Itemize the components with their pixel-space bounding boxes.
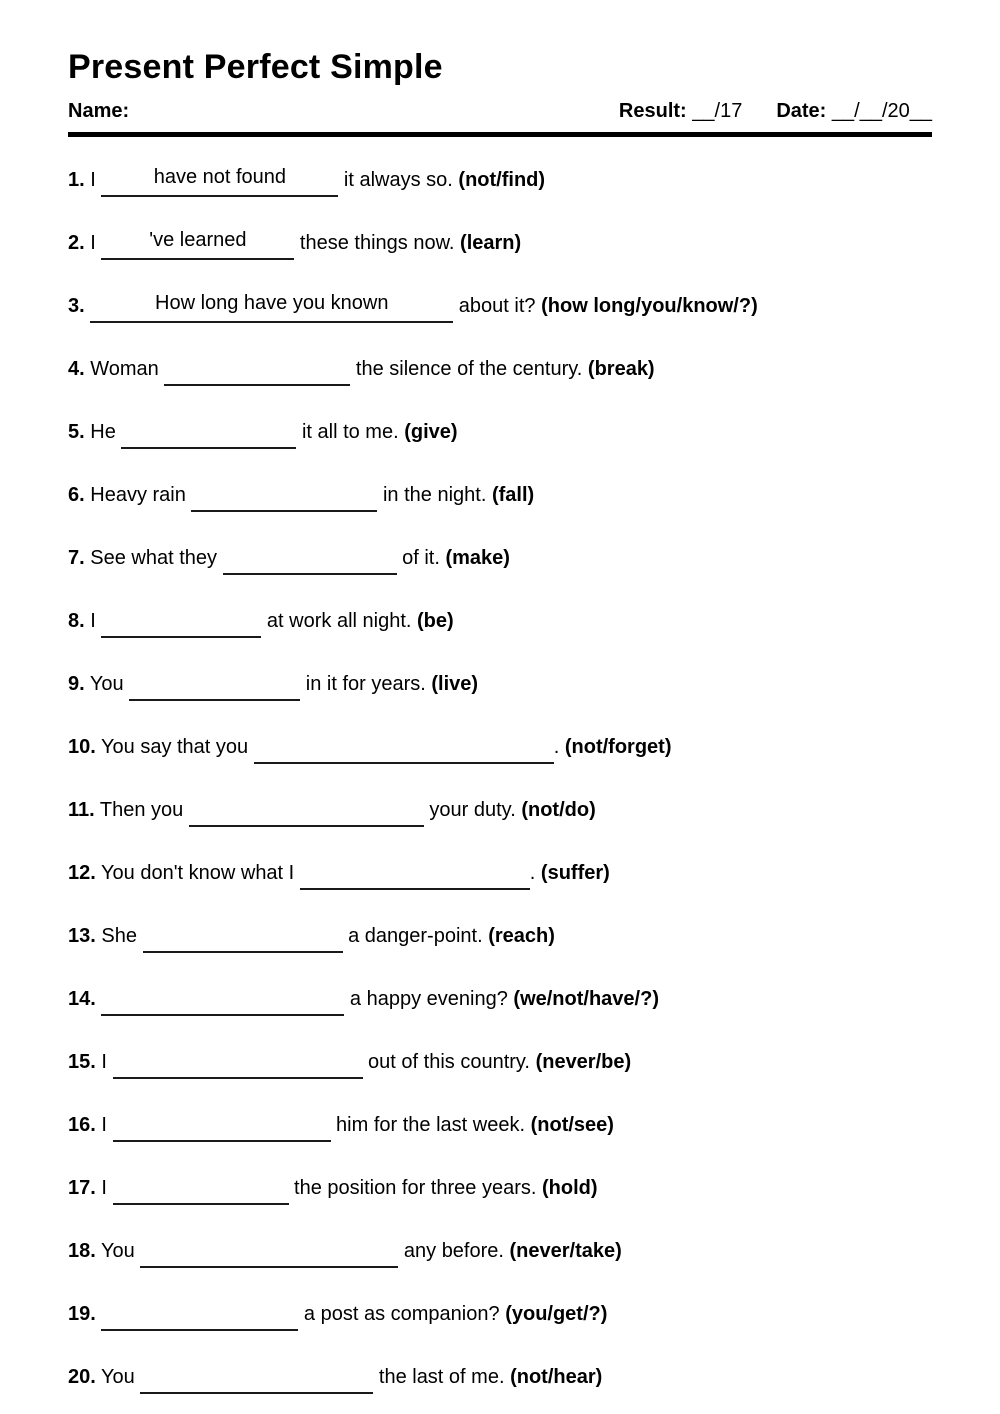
exercise-item-13 xyxy=(68,923,932,953)
item-post-text: him for the last week. xyxy=(330,1114,526,1136)
exercise-item-9 xyxy=(68,671,932,701)
item-post-text: out of this country. xyxy=(362,1051,530,1073)
item-number: 12. xyxy=(68,862,96,884)
exercise-item-16 xyxy=(68,1112,932,1142)
item-number: 16. xyxy=(68,1114,96,1136)
verb-hint: (fall) xyxy=(491,484,535,506)
item-pre-text: I xyxy=(101,1177,107,1199)
exercise-list xyxy=(68,167,932,1394)
item-number: 18. xyxy=(68,1240,96,1262)
item-post-text: any before. xyxy=(398,1240,504,1262)
item-pre-text: She xyxy=(101,925,137,947)
fill-blank[interactable] xyxy=(223,547,397,575)
blank-answer: have not found xyxy=(153,166,287,188)
fill-blank[interactable] xyxy=(101,610,261,638)
exercise-item-10 xyxy=(68,734,932,764)
item-post-text: a post as companion? xyxy=(298,1303,500,1325)
item-number: 3. xyxy=(68,295,85,317)
exercise-item-19 xyxy=(68,1301,932,1331)
fill-blank[interactable] xyxy=(140,1366,373,1394)
item-post-text: . xyxy=(529,862,536,884)
item-number: 2. xyxy=(68,232,85,254)
exercise-item-4 xyxy=(68,356,932,386)
result-field xyxy=(619,99,742,123)
fill-blank[interactable] xyxy=(300,862,530,890)
page-title: Present Perfect Simple xyxy=(68,48,443,86)
item-pre-text: Then you xyxy=(99,799,184,821)
item-number: 15. xyxy=(68,1051,96,1073)
item-post-text: the position for three years. xyxy=(288,1177,537,1199)
header-right xyxy=(619,99,932,123)
exercise-item-1 xyxy=(68,167,932,197)
fill-blank[interactable] xyxy=(113,1177,289,1205)
date-label: Date: xyxy=(776,100,827,122)
item-post-text: in the night. xyxy=(377,484,487,506)
verb-hint: (not/do) xyxy=(521,799,596,821)
exercise-item-3 xyxy=(68,293,932,323)
verb-hint: (live) xyxy=(431,673,479,695)
verb-hint: (never/be) xyxy=(535,1051,632,1073)
item-pre-text: I xyxy=(90,169,96,191)
result-value: __/17 xyxy=(686,100,743,122)
item-post-text: the silence of the century. xyxy=(350,358,583,380)
item-post-text: these things now. xyxy=(294,232,455,254)
item-number: 20. xyxy=(68,1366,96,1388)
item-pre-text: Heavy rain xyxy=(90,484,186,506)
verb-hint: (break) xyxy=(587,358,655,380)
item-number: 5. xyxy=(68,421,85,443)
verb-hint: (never/take) xyxy=(509,1240,622,1262)
item-post-text: of it. xyxy=(396,547,440,569)
fill-blank[interactable] xyxy=(129,673,300,701)
item-post-text: it always so. xyxy=(338,169,453,191)
item-number: 1. xyxy=(68,169,85,191)
fill-blank[interactable] xyxy=(189,799,424,827)
verb-hint: (not/find) xyxy=(458,169,546,191)
item-pre-text: You xyxy=(101,1366,135,1388)
exercise-item-17 xyxy=(68,1175,932,1205)
date-field xyxy=(776,99,932,123)
item-post-text: it all to me. xyxy=(296,421,399,443)
fill-blank[interactable] xyxy=(113,1051,363,1079)
exercise-item-2 xyxy=(68,230,932,260)
item-post-text: about it? xyxy=(453,295,536,317)
item-number: 13. xyxy=(68,925,96,947)
verb-hint: (give) xyxy=(404,421,458,443)
verb-hint: (you/get/?) xyxy=(505,1303,608,1325)
item-pre-text: He xyxy=(90,421,116,443)
fill-blank[interactable] xyxy=(101,988,344,1016)
fill-blank[interactable] xyxy=(121,421,296,449)
verb-hint: (learn) xyxy=(460,232,522,254)
header-rule xyxy=(68,132,932,137)
blank-answer: How long have you known xyxy=(155,292,389,314)
item-number: 4. xyxy=(68,358,85,380)
result-label: Result: xyxy=(618,100,687,122)
item-pre-text: You xyxy=(101,1240,135,1262)
item-post-text: your duty. xyxy=(423,799,516,821)
item-pre-text: I xyxy=(90,610,96,632)
item-pre-text: I xyxy=(101,1114,107,1136)
verb-hint: (make) xyxy=(445,547,510,569)
exercise-item-12 xyxy=(68,860,932,890)
item-number: 14. xyxy=(68,988,96,1010)
verb-hint: (not/forget) xyxy=(564,736,672,758)
item-post-text: at work all night. xyxy=(261,610,412,632)
item-pre-text: You say that you xyxy=(101,736,249,758)
item-pre-text: I xyxy=(90,232,96,254)
fill-blank[interactable] xyxy=(113,1114,331,1142)
fill-blank[interactable] xyxy=(101,1303,298,1331)
verb-hint: (we/not/have/?) xyxy=(513,988,659,1010)
item-number: 8. xyxy=(68,610,85,632)
name-label: Name: xyxy=(68,100,130,122)
verb-hint: (suffer) xyxy=(540,862,610,884)
date-value: __/__/20__ xyxy=(826,100,932,122)
exercise-item-5 xyxy=(68,419,932,449)
verb-hint: (not/see) xyxy=(530,1114,614,1136)
item-post-text: . xyxy=(553,736,560,758)
fill-blank[interactable] xyxy=(143,925,343,953)
item-number: 11. xyxy=(68,799,95,821)
fill-blank[interactable] xyxy=(164,358,350,386)
item-pre-text: I xyxy=(101,1051,107,1073)
verb-hint: (be) xyxy=(417,610,454,632)
fill-blank[interactable] xyxy=(101,229,294,260)
item-pre-text: You don't know what I xyxy=(101,862,295,884)
item-post-text: in it for years. xyxy=(300,673,426,695)
blank-answer: 've learned xyxy=(149,229,247,251)
verb-hint: (hold) xyxy=(541,1177,598,1199)
exercise-item-15 xyxy=(68,1049,932,1079)
verb-hint: (how long/you/know/?) xyxy=(541,295,758,317)
item-number: 19. xyxy=(68,1303,96,1325)
item-number: 6. xyxy=(68,484,85,506)
item-number: 9. xyxy=(68,673,85,695)
exercise-item-14 xyxy=(68,986,932,1016)
exercise-item-6 xyxy=(68,482,932,512)
exercise-item-18 xyxy=(68,1238,932,1268)
verb-hint: (reach) xyxy=(488,925,555,947)
item-post-text: a danger-point. xyxy=(342,925,483,947)
item-number: 7. xyxy=(68,547,85,569)
verb-hint: (not/hear) xyxy=(510,1366,603,1388)
item-pre-text: You xyxy=(89,673,124,695)
fill-blank[interactable] xyxy=(90,292,453,323)
fill-blank[interactable] xyxy=(254,736,554,764)
item-number: 10. xyxy=(68,736,96,758)
item-post-text: the last of me. xyxy=(373,1366,505,1388)
fill-blank[interactable] xyxy=(191,484,377,512)
exercise-item-7 xyxy=(68,545,932,575)
item-pre-text: Woman xyxy=(90,358,159,380)
worksheet-header xyxy=(68,99,932,123)
item-post-text: a happy evening? xyxy=(344,988,508,1010)
fill-blank[interactable] xyxy=(140,1240,398,1268)
item-number: 17. xyxy=(68,1177,96,1199)
item-pre-text: See what they xyxy=(90,547,217,569)
fill-blank[interactable] xyxy=(101,166,338,197)
exercise-item-11 xyxy=(68,797,932,827)
exercise-item-8 xyxy=(68,608,932,638)
exercise-item-20 xyxy=(68,1364,932,1394)
